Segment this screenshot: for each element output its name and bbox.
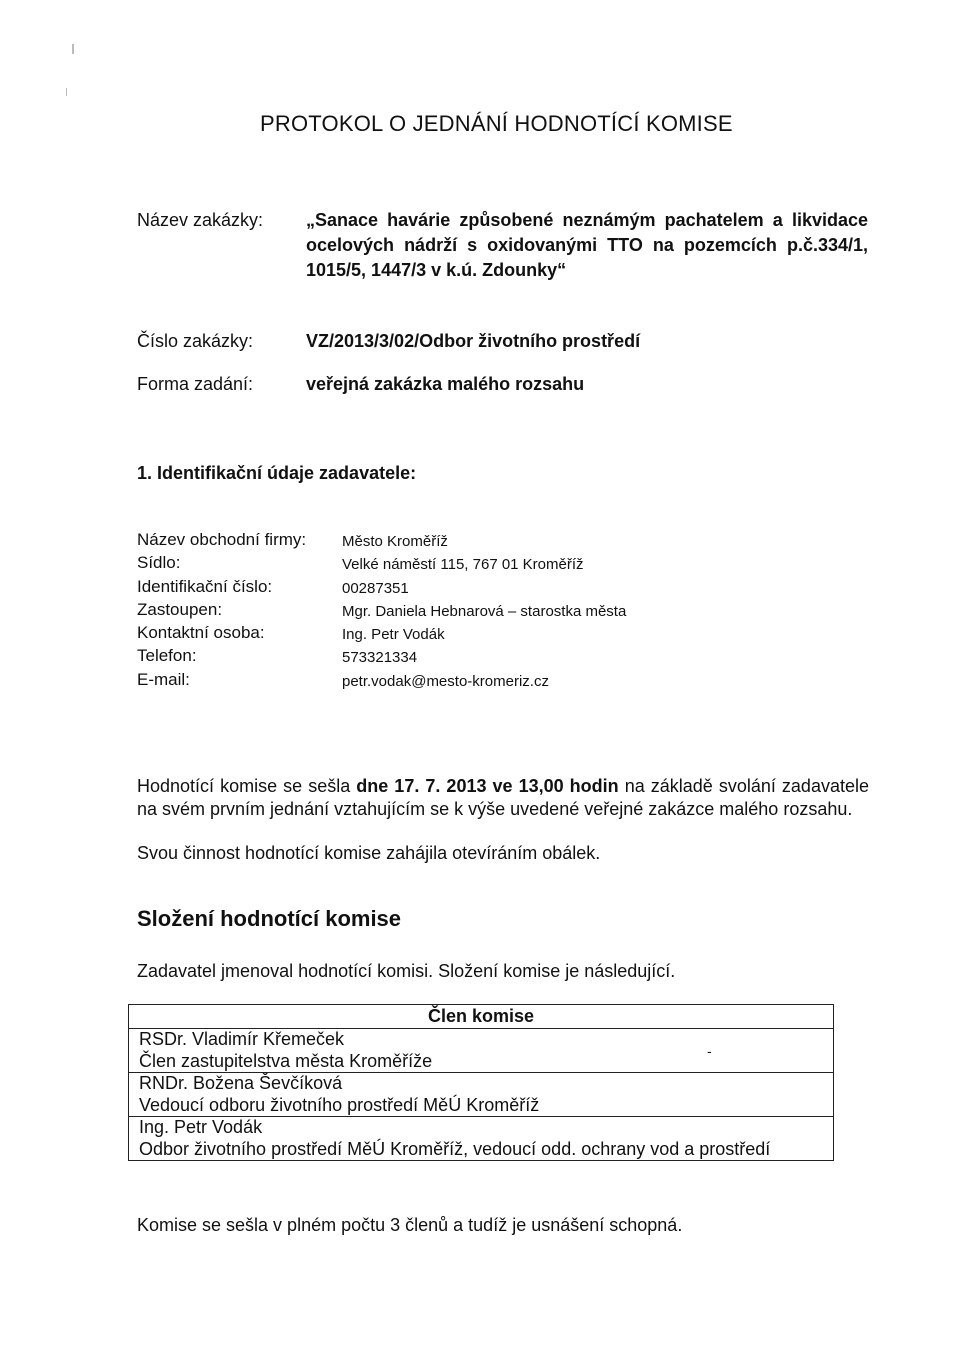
scan-speck bbox=[72, 44, 74, 54]
contract-number-value: VZ/2013/3/02/Odbor životního prostředí bbox=[306, 331, 641, 351]
id-label-company: Název obchodní firmy: bbox=[137, 530, 307, 549]
document-title: PROTOKOL O JEDNÁNÍ HODNOTÍCÍ KOMISE bbox=[260, 111, 733, 136]
member-name: RSDr. Vladimír Křemeček bbox=[129, 1029, 834, 1051]
contract-name-value: „Sanace havárie způsobené neznámým pachatelem a likvidace ocelových nádrží s oxidovanými TTO na pozemcích p.č.334/1, 1015/5, 1447/3 v k.ú. Zdounky“ bbox=[306, 210, 868, 280]
contract-name-label: Název zakázky: bbox=[137, 210, 264, 230]
id-value-email: petr.vodak@mesto-kromeriz.cz bbox=[342, 672, 549, 690]
contract-form-label: Forma zadání: bbox=[137, 374, 254, 394]
member-role: Člen zastupitelstva města Kroměříže bbox=[129, 1051, 834, 1073]
section-identification-heading: 1. Identifikační údaje zadavatele: bbox=[137, 463, 417, 483]
contract-form-value: veřejná zakázka malého rozsahu bbox=[306, 374, 585, 394]
id-value-seat: Velké náměstí 115, 767 01 Kroměříž bbox=[342, 556, 584, 574]
id-label-seat: Sídlo: bbox=[137, 553, 181, 573]
id-value-contact: Ing. Petr Vodák bbox=[342, 626, 445, 644]
id-label-represented: Zastoupen: bbox=[137, 599, 223, 619]
contract-number-label: Číslo zakázky: bbox=[137, 331, 254, 351]
member-name: Ing. Petr Vodák bbox=[129, 1117, 834, 1139]
composition-intro: Zadavatel jmenoval hodnotící komisi. Složení komise je následující. bbox=[137, 961, 676, 981]
id-label-phone: Telefon: bbox=[137, 646, 197, 666]
member-role: Odbor životního prostředí MěÚ Kroměříž, vedoucí odd. ochrany vod a prostředí bbox=[129, 1139, 834, 1161]
meeting-text-before: Hodnotící komise se sešla bbox=[137, 776, 357, 796]
id-label-contact: Kontaktní osoba: bbox=[137, 623, 265, 643]
identification-labels bbox=[137, 528, 306, 691]
meeting-date: dne 17. 7. 2013 ve 13,00 hodin bbox=[356, 776, 619, 796]
meeting-text-after: na základě svolání zadavatele na svém prvním jednání vztahujícím se k výše uvedené veřejné zakázce malého rozsahu. bbox=[137, 776, 869, 819]
id-value-company: Město Kroměříž bbox=[342, 533, 448, 550]
table-header: Člen komise bbox=[129, 1005, 834, 1029]
id-value-ico: 00287351 bbox=[342, 579, 409, 597]
member-name: RNDr. Božena Ševčíková bbox=[129, 1073, 834, 1095]
committee-members-table bbox=[128, 1004, 834, 1161]
identification-values bbox=[342, 530, 626, 693]
closing-paragraph: Komise se sešla v plném počtu 3 členů a tudíž je usnášení schopná. bbox=[137, 1215, 683, 1235]
id-label-email: E-mail: bbox=[137, 669, 190, 689]
activity-paragraph: Svou činnost hodnotící komise zahájila otevíráním obálek. bbox=[137, 843, 601, 863]
scan-speck bbox=[66, 88, 67, 96]
composition-heading: Složení hodnotící komise bbox=[137, 906, 402, 931]
member-role: Vedoucí odboru životního prostředí MěÚ Kroměříž bbox=[129, 1095, 834, 1117]
id-label-ico: Identifikační číslo: bbox=[137, 576, 273, 596]
id-value-represented: Mgr. Daniela Hebnarová – starostka města bbox=[342, 602, 627, 620]
meeting-paragraph bbox=[137, 775, 869, 821]
stray-mark: - bbox=[707, 1043, 712, 1059]
id-value-phone: 573321334 bbox=[342, 649, 418, 667]
